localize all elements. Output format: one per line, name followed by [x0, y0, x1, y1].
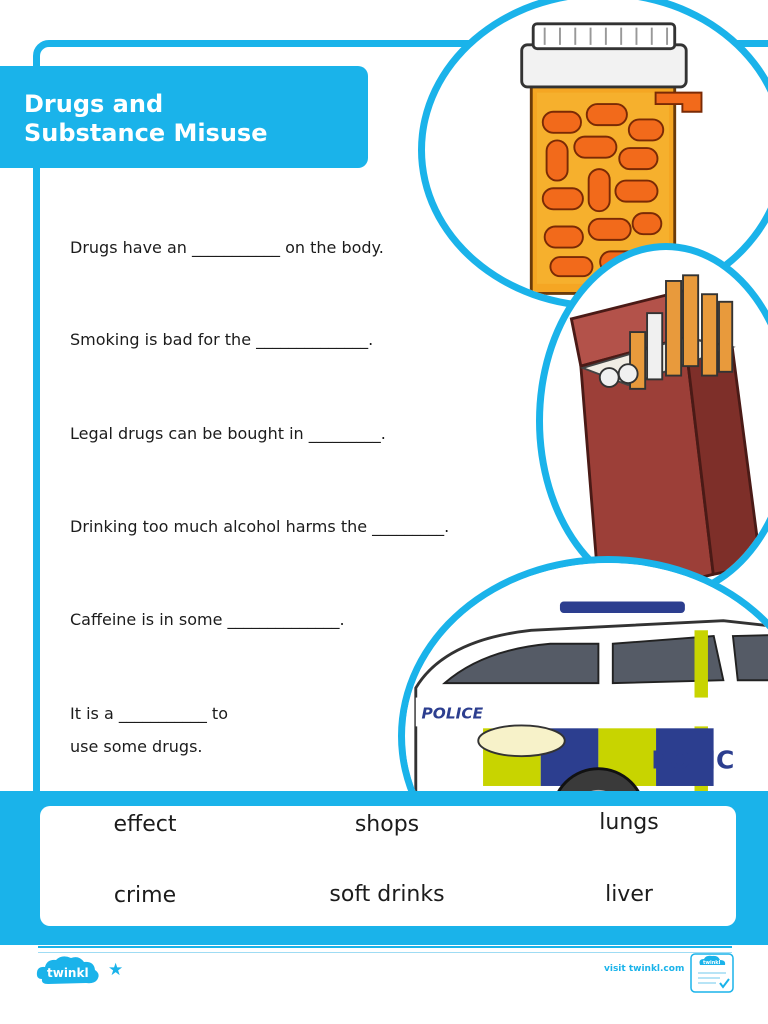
- footer-divider: [38, 946, 732, 948]
- visit-link[interactable]: visit twinkl.com: [604, 964, 685, 974]
- question-2: Smoking is bad for the ______________.: [70, 330, 374, 349]
- twinkl-logo[interactable]: [34, 953, 102, 989]
- cigarette-circle: [536, 243, 768, 599]
- word-bank-item: crime: [113, 883, 177, 908]
- word-bank-item: shops: [354, 812, 420, 837]
- question-3: Legal drugs can be bought in _________.: [70, 424, 386, 443]
- quality-badge: [690, 953, 734, 993]
- word-bank-item: effect: [113, 812, 177, 837]
- question-5: Caffeine is in some ______________.: [70, 610, 345, 629]
- star-icon[interactable]: ★: [108, 960, 124, 980]
- title-text: Drugs and Substance Misuse: [24, 90, 268, 147]
- word-bank-item: soft drinks: [329, 882, 445, 907]
- question-6-line-2: use some drugs.: [70, 737, 203, 756]
- word-bank-item: liver: [605, 882, 653, 907]
- footer-divider-thin: [38, 952, 732, 953]
- word-bank: [40, 806, 736, 926]
- question-4: Drinking too much alcohol harms the _________.: [70, 517, 450, 536]
- title-banner: [0, 66, 368, 168]
- logo-text: twinkl: [47, 966, 89, 980]
- question-1: Drugs have an ___________ on the body.: [70, 238, 384, 257]
- page-title: [24, 90, 368, 148]
- police-label-side: POLIC: [651, 745, 735, 775]
- question-6-line-1: It is a ___________ to: [70, 704, 228, 723]
- cigarette-pack-icon: [543, 250, 768, 592]
- word-bank-item: lungs: [599, 810, 659, 835]
- police-label-front: POLICE: [421, 704, 484, 723]
- badge-text: twinkl: [703, 960, 721, 966]
